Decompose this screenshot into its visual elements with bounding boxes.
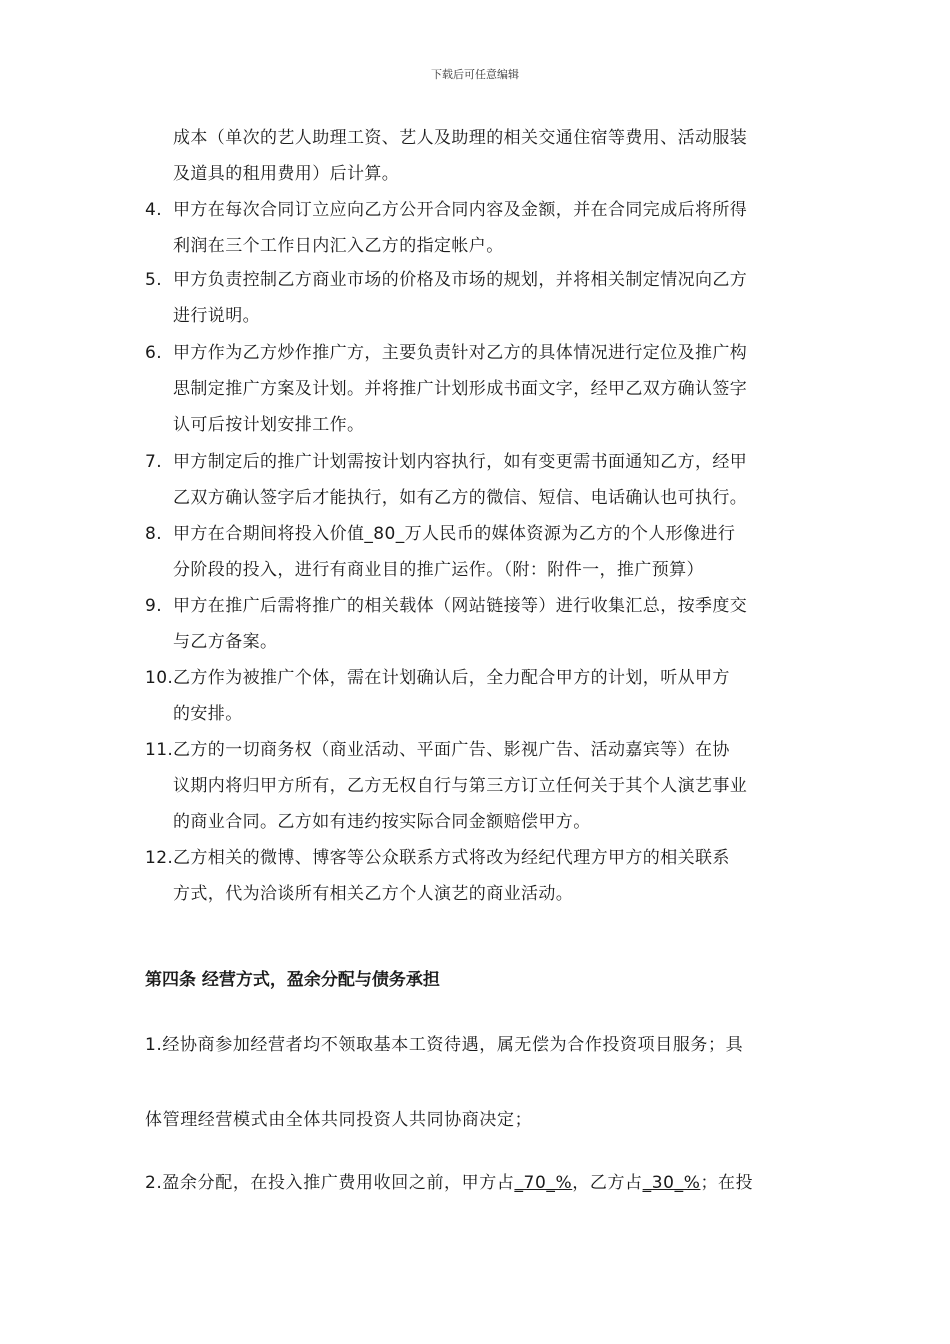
text-line: 利润在三个工作日内汇入乙方的指定帐户。 — [173, 236, 504, 256]
text-line: 及道具的租用费用）后计算。 — [173, 164, 400, 184]
item-number: 12. — [145, 848, 174, 868]
item-number: 9. — [145, 596, 163, 616]
list-item-4 — [145, 192, 810, 264]
text-run: 2.盈余分配，在 — [145, 1173, 269, 1193]
text-line: 乙方作为被推广个体，需在计划确认后，全力配合甲方的计划，听从甲方 — [173, 668, 730, 688]
list-item-7 — [145, 444, 810, 516]
text-run: ，乙方占 — [572, 1173, 643, 1193]
item-number: 6. — [145, 343, 163, 363]
share-percent-a: _70_% — [514, 1173, 573, 1193]
text-line: 乙方相关的微博、博客等公众联系方式将改为经纪代理方甲方的相关联系 — [173, 848, 730, 868]
list-item-8 — [145, 516, 810, 588]
page-header: 下载后可任意编辑 — [431, 68, 519, 81]
text-line: 乙方的一切商务权（商业活动、平面广告、影视广告、活动嘉宾等）在协 — [173, 740, 730, 760]
paragraph-2 — [145, 1168, 753, 1193]
text-line: 议期内将归甲方所有，乙方无权自行与第三方订立任何关于其个人演艺事业 — [173, 776, 748, 796]
text-line: 成本（单次的艺人助理工资、艺人及助理的相关交通住宿等费用、活动服装 — [173, 128, 748, 148]
text-line: 认可后按计划安排工作。 — [173, 415, 365, 435]
share-percent-b: _30_% — [642, 1173, 701, 1193]
item-number: 4. — [145, 200, 163, 220]
text-line: 甲方负责控制乙方商业市场的价格及市场的规划，并将相关制定情况向乙方 — [173, 270, 748, 290]
item-number: 8. — [145, 524, 163, 544]
text-line: 分阶段的投入，进行有商业目的推广运作。（附：附件一，推广预算） — [173, 560, 704, 580]
paragraph-1-line-1: 1.经协商参加经营者均不领取基本工资待遇，属无偿为合作投资项目服务；具 — [145, 1035, 744, 1055]
text-run: 投入推广费用 — [268, 1173, 374, 1193]
text-run: ；在投 — [700, 1173, 754, 1193]
list-item-5 — [145, 262, 810, 334]
text-line: 思制定推广方案及计划。并将推广计划形成书面文字，经甲乙双方确认签字 — [173, 379, 748, 399]
paragraph-1-line-2: 体管理经营模式由全体共同投资人共同协商决定； — [145, 1110, 533, 1130]
text-line: 甲方在每次合同订立应向乙方公开合同内容及金额，并在合同完成后将所得 — [173, 200, 748, 220]
text-line: 甲方制定后的推广计划需按计划内容执行，如有变更需书面通知乙方，经甲 — [173, 452, 748, 472]
item-number: 7. — [145, 452, 163, 472]
item-number: 5. — [145, 270, 163, 290]
list-item-9 — [145, 588, 810, 660]
list-item-10 — [145, 660, 810, 732]
text-line: 进行说明。 — [173, 306, 260, 326]
text-line: 甲方作为乙方炒作推广方，主要负责针对乙方的具体情况进行定位及推广构 — [173, 343, 748, 363]
text-line: 甲方在推广后需将推广的相关载体（网站链接等）进行收集汇总，按季度交 — [173, 596, 748, 616]
text-line: 乙双方确认签字后才能执行，如有乙方的微信、短信、电话确认也可执行。 — [173, 488, 748, 508]
text-run: 收回之前，甲 — [373, 1173, 480, 1193]
item-number: 10. — [145, 668, 174, 688]
text-line: 的商业合同。乙方如有违约按实际合同金额赔偿甲方。 — [173, 812, 591, 832]
item-number: 11. — [145, 740, 174, 760]
list-item-12 — [145, 840, 810, 912]
list-item-11 — [145, 732, 810, 840]
continuation-paragraph — [145, 120, 810, 192]
text-line: 甲方在合期间将投入价值_80_万人民币的媒体资源为乙方的个人形像进行 — [173, 524, 736, 544]
text-line: 方式，代为洽谈所有相关乙方个人演艺的商业活动。 — [173, 884, 574, 904]
text-run: 方占 — [479, 1173, 515, 1193]
list-item-6 — [145, 335, 810, 443]
text-line: 的安排。 — [173, 704, 243, 724]
text-line: 与乙方备案。 — [173, 632, 278, 652]
section-heading: 第四条 经营方式，盈余分配与债务承担 — [145, 970, 440, 990]
